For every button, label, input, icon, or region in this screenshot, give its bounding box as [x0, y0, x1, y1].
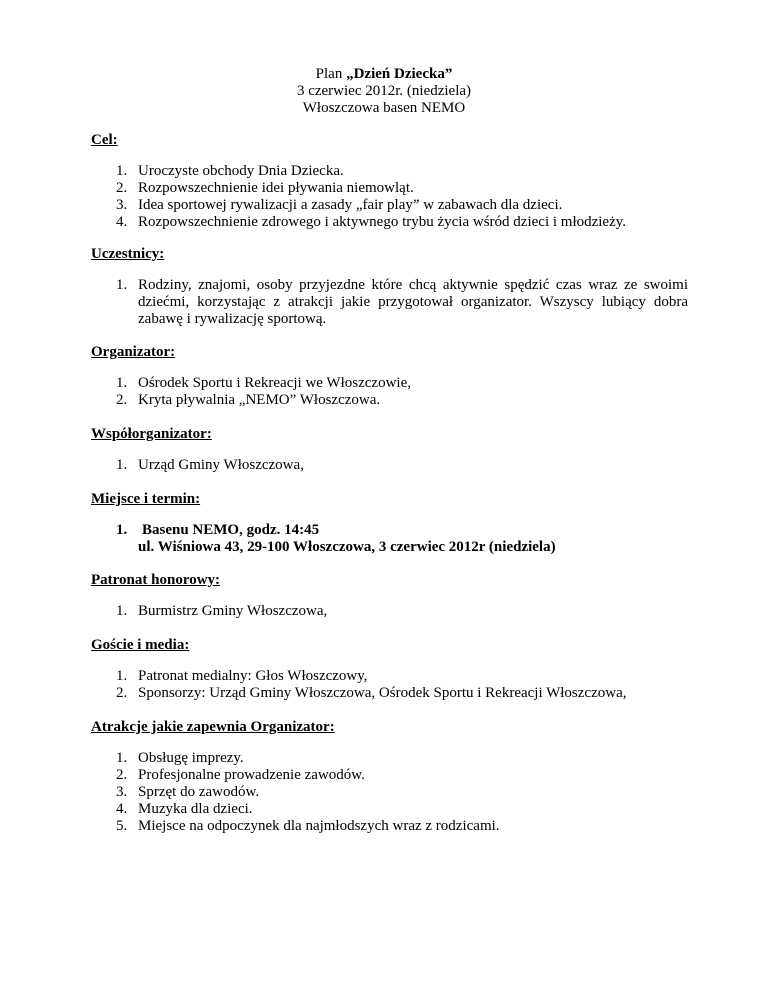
location-line: Włoszczowa basen NEMO [302, 100, 466, 116]
section-heading: Patronat honorowy: [91, 572, 221, 588]
guests-media-list [91, 668, 691, 702]
section-heading: Atrakcje jakie zapewnia Organizator: [91, 719, 335, 735]
section-patronat [91, 572, 691, 620]
goals-list [91, 163, 691, 231]
list-item: 1. Basenu NEMO, godz. 14:45 [116, 522, 320, 538]
section-wspolorganizator [91, 426, 691, 474]
section-uczestnicy [91, 246, 691, 328]
section-organizator [91, 344, 691, 409]
list-item: 4. Rozpowszechnienie zdrowego i aktywnego trybu życia wśród dzieci i młodzieży. [116, 214, 627, 230]
list-item: 2. Sponsorzy: Urząd Gminy Włoszczowa, Ośrodek Sportu i Rekreacji Włoszczowa, [116, 685, 627, 701]
participants-list [91, 277, 691, 328]
list-item: 1. Ośrodek Sportu i Rekreacji we Włoszczowie, [116, 375, 411, 391]
organizer-list [91, 375, 691, 409]
list-item: 1. Patronat medialny: Głos Włoszczowy, [116, 668, 368, 684]
list-item: 3. Sprzęt do zawodów. [116, 784, 260, 800]
date-line: 3 czerwiec 2012r. (niedziela) [296, 83, 472, 99]
list-item: 4. Muzyka dla dzieci. [116, 801, 253, 817]
document-header [0, 66, 768, 117]
title-prefix: Plan [315, 66, 347, 82]
section-heading: Uczestnicy: [91, 246, 165, 262]
list-item: 1. Obsługę imprezy. [116, 750, 244, 766]
list-item: 2. Kryta pływalnia „NEMO” Włoszczowa. [116, 392, 381, 408]
section-heading: Współorganizator: [91, 426, 212, 442]
title-event-name: „Dzień Dziecka” [346, 66, 453, 82]
section-miejsce [91, 491, 691, 556]
section-heading: Goście i media: [91, 637, 190, 653]
section-goscie [91, 637, 691, 702]
list-item: 5. Miejsce na odpoczynek dla najmłodszych wraz z rodzicami. [116, 818, 500, 834]
list-item: 1. Uroczyste obchody Dnia Dziecka. [116, 163, 344, 179]
list-item: 3. Idea sportowej rywalizacji a zasady „fair play” w zabawach dla dzieci. [116, 197, 563, 213]
section-cel [91, 132, 691, 231]
attractions-list [91, 750, 691, 835]
list-item: 1. Rodziny, znajomi, osoby przyjezdne które chcą aktywnie spędzić czas wraz ze swoimi dziećmi, korzystając z atrakcji jakie przygotował organizator. Wszyscy lubiący dobra zabawę i rywalizację sportową. [116, 277, 688, 327]
venue-list [91, 522, 691, 556]
list-item: 1. Burmistrz Gminy Włoszczowa, [116, 603, 328, 619]
patron-list [91, 603, 691, 620]
co-organizer-list [91, 457, 691, 474]
section-atrakcje [91, 719, 691, 835]
title-line [0, 66, 768, 83]
list-item: 2. Rozpowszechnienie idei pływania niemowląt. [116, 180, 414, 196]
section-heading: Miejsce i termin: [91, 491, 201, 507]
list-item: 1. Urząd Gminy Włoszczowa, [116, 457, 304, 473]
list-item: 2. Profesjonalne prowadzenie zawodów. [116, 767, 365, 783]
section-heading: Organizator: [91, 344, 176, 360]
venue-address: ul. Wiśniowa 43, 29-100 Włoszczowa, 3 czerwiec 2012r (niedziela) [138, 539, 556, 555]
section-heading: Cel: [91, 132, 118, 148]
